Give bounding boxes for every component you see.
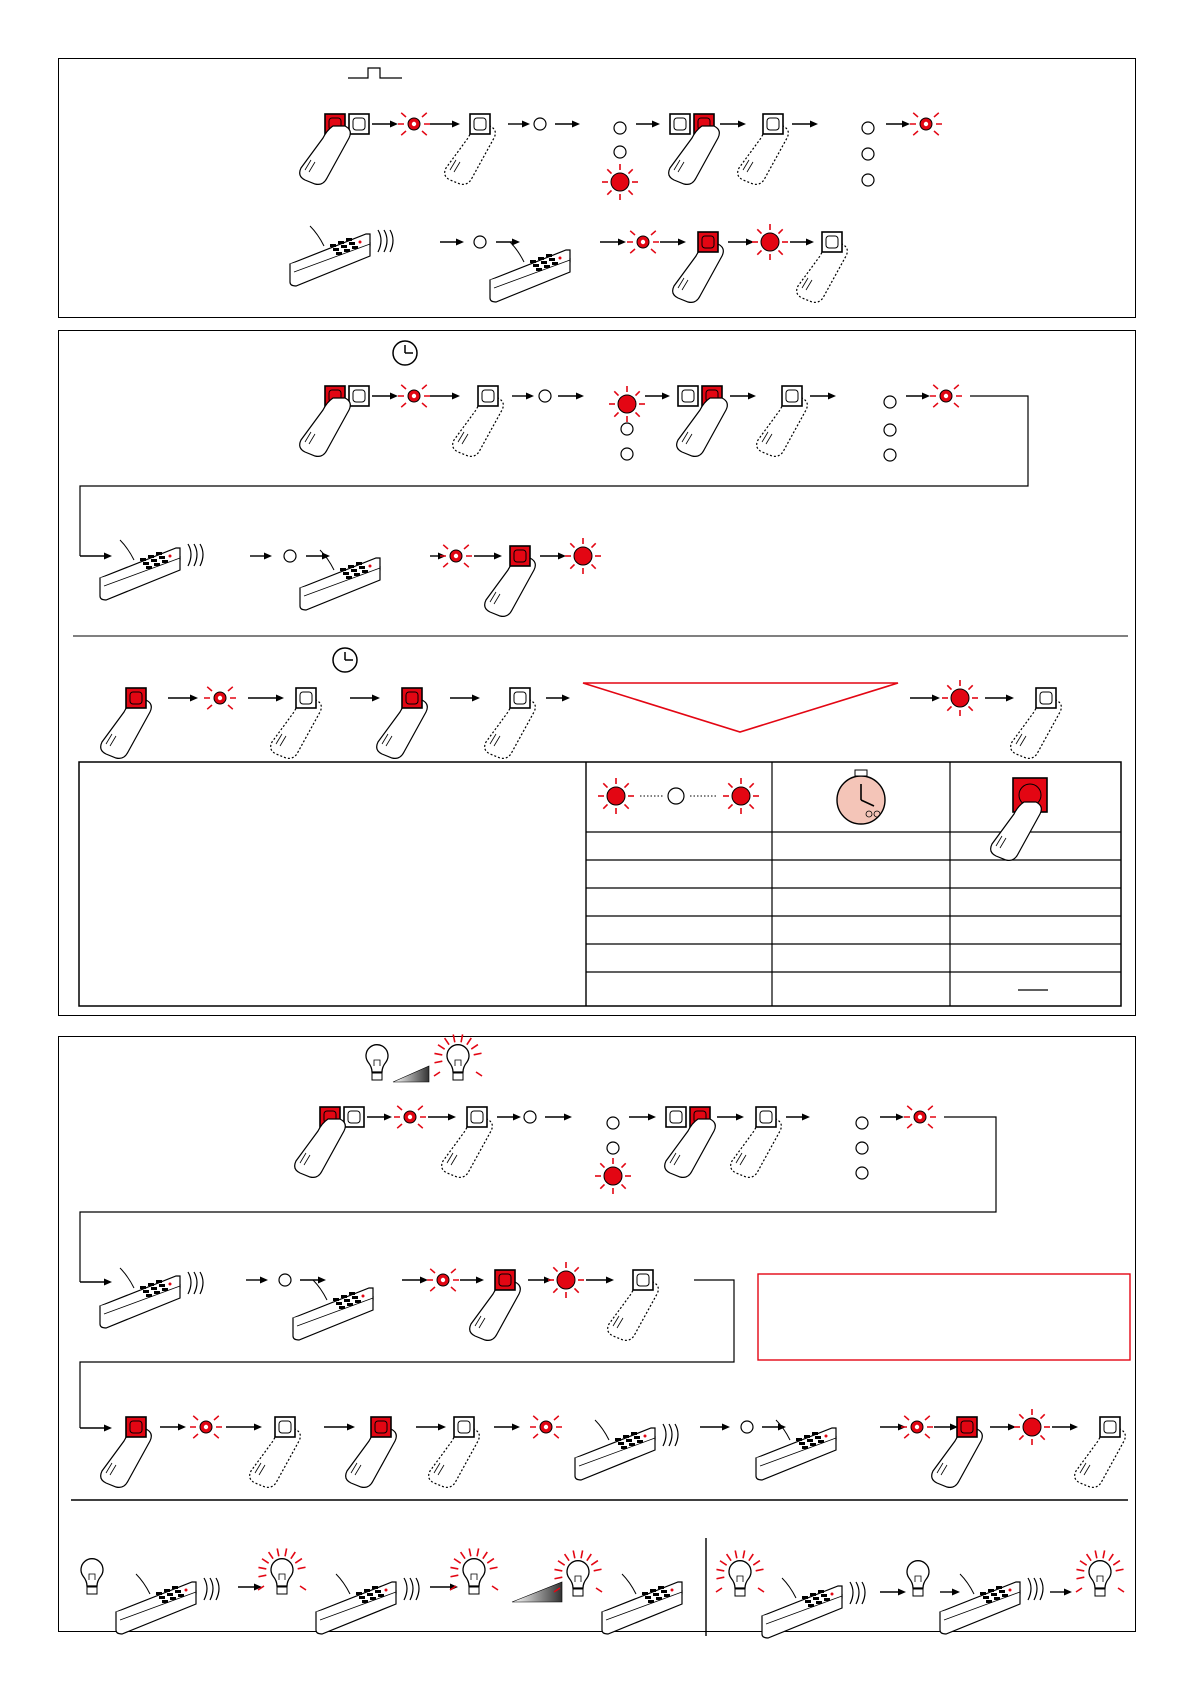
led-off-icon (884, 424, 896, 436)
arrow-icon (600, 239, 626, 246)
arrow-icon (636, 121, 660, 128)
blinking-led-icon (627, 231, 659, 253)
led-on-icon (942, 680, 978, 716)
arrow-icon (460, 1277, 484, 1284)
led-off-icon (856, 1142, 868, 1154)
remote-control-icon (490, 242, 570, 302)
led-on-icon (1014, 1409, 1050, 1445)
led-off-icon (607, 1117, 619, 1129)
clock-icon (333, 648, 357, 672)
led-off-icon (621, 448, 633, 460)
remote-control-icon (100, 540, 203, 600)
arrow-icon (555, 121, 580, 128)
red-button-icon (698, 232, 718, 252)
blinking-led-icon (394, 1106, 426, 1128)
arrow-icon (880, 1589, 906, 1596)
light-bulb-icon (366, 1045, 388, 1080)
arrow-icon (497, 1114, 521, 1121)
blinking-led-icon (901, 1416, 933, 1438)
light-bulb-icon (907, 1561, 929, 1596)
arrow-icon (790, 239, 814, 246)
red-button-icon (371, 1417, 391, 1437)
arrow-icon (367, 1114, 392, 1121)
arrow-icon (246, 1277, 268, 1284)
arrow-icon (546, 695, 570, 702)
light-bulb-icon (1076, 1550, 1124, 1596)
red-button-icon (510, 546, 530, 566)
remote-control-icon (316, 1574, 419, 1634)
led-on-icon (602, 164, 638, 200)
red-button-icon (126, 1417, 146, 1437)
arrow-icon (720, 121, 746, 128)
light-bulb-icon (434, 1034, 482, 1080)
white-button-icon (454, 1417, 474, 1437)
white-button-icon (822, 232, 842, 252)
led-off-icon (621, 423, 633, 435)
arrow-icon (910, 695, 940, 702)
arrow-icon (372, 121, 398, 128)
blinking-led-icon (910, 113, 942, 135)
white-button-icon (763, 114, 783, 134)
arrow-icon (629, 1114, 656, 1121)
blinking-led-icon (398, 385, 430, 407)
led-off-icon (862, 148, 874, 160)
white-button-icon (756, 1107, 776, 1127)
led-off-icon (862, 122, 874, 134)
arrow-icon (1050, 1589, 1072, 1596)
red-button-icon (495, 1270, 515, 1290)
blinking-led-icon (398, 113, 430, 135)
led-off-icon (884, 449, 896, 461)
white-button-icon (349, 114, 369, 134)
white-button-icon (349, 386, 369, 406)
remote-control-icon (602, 1574, 682, 1634)
arrow-icon (540, 553, 566, 560)
remote-control-icon (290, 226, 393, 286)
arrow-icon (494, 1424, 520, 1431)
blinking-led-icon (530, 1416, 562, 1438)
arrow-icon (80, 1425, 112, 1432)
remote-control-icon (293, 1280, 373, 1340)
led-on-icon (598, 778, 634, 814)
led-on-icon (565, 538, 601, 574)
arrow-icon (250, 553, 272, 560)
white-button-icon (678, 386, 698, 406)
white-button-icon (510, 688, 530, 708)
arrow-icon (416, 1424, 446, 1431)
arrow-icon (934, 1424, 958, 1431)
arrow-icon (306, 553, 330, 560)
arrow-icon (586, 1277, 614, 1284)
arrow-icon (786, 1114, 810, 1121)
blinking-led-icon (190, 1416, 222, 1438)
white-button-icon (633, 1270, 653, 1290)
arrow-icon (660, 239, 686, 246)
arrow-icon (906, 393, 930, 400)
led-off-icon (884, 396, 896, 408)
led-off-icon (668, 788, 684, 804)
led-off-icon (284, 550, 296, 562)
remote-control-icon (100, 1268, 203, 1328)
arrow-icon (160, 1424, 186, 1431)
arrow-icon (428, 1114, 456, 1121)
white-button-icon (296, 688, 316, 708)
dimming-ramp-icon (393, 1066, 429, 1082)
arrow-icon (512, 393, 534, 400)
blinking-led-icon (904, 1106, 936, 1128)
remote-control-icon (575, 1420, 678, 1480)
white-button-icon (467, 1107, 487, 1127)
arrow-icon (880, 1114, 904, 1121)
white-button-icon (1036, 688, 1056, 708)
led-on-icon (548, 1262, 584, 1298)
white-button-icon (275, 1417, 295, 1437)
white-button-icon (666, 1107, 686, 1127)
blinking-led-icon (930, 385, 962, 407)
clock-icon (393, 341, 417, 365)
red-button-icon (957, 1417, 977, 1437)
arrow-icon (886, 121, 910, 128)
remote-control-icon (756, 1420, 836, 1480)
arrow-icon (545, 1114, 572, 1121)
light-bulb-icon (716, 1550, 764, 1596)
white-button-icon (470, 114, 490, 134)
pointing-finger-icon (295, 1119, 346, 1177)
led-on-icon (752, 224, 788, 260)
arrow-icon (248, 695, 284, 702)
remote-control-icon (940, 1574, 1043, 1634)
arrow-icon (226, 1424, 262, 1431)
pointing-finger-icon (300, 398, 351, 456)
pulse-signal-icon (348, 68, 402, 78)
arrow-icon (324, 1424, 355, 1431)
arrow-icon (990, 1424, 1016, 1431)
led-off-icon (856, 1117, 868, 1129)
arrow-icon (80, 1279, 112, 1286)
red-button-icon (126, 688, 146, 708)
arrow-icon (728, 239, 754, 246)
led-on-icon (609, 386, 645, 422)
led-off-icon (279, 1274, 291, 1286)
light-bulb-icon (258, 1548, 306, 1594)
timer-table (79, 762, 1121, 1006)
arrow-icon (1052, 1424, 1078, 1431)
led-off-icon (524, 1111, 536, 1123)
remote-control-icon (116, 1574, 219, 1634)
red-button-icon (402, 688, 422, 708)
arrow-icon (80, 553, 112, 560)
led-off-icon (614, 146, 626, 158)
remote-control-icon (300, 550, 380, 610)
arrow-icon (645, 393, 670, 400)
arrow-icon (558, 393, 584, 400)
arrow-icon (700, 1424, 730, 1431)
white-button-icon (1100, 1417, 1120, 1437)
arrow-icon (985, 695, 1014, 702)
led-off-icon (741, 1421, 753, 1433)
arrow-icon (508, 121, 530, 128)
arrow-icon (474, 553, 502, 560)
led-off-icon (862, 174, 874, 186)
led-off-icon (474, 236, 486, 248)
arrow-icon (372, 393, 398, 400)
white-button-icon (344, 1107, 364, 1127)
blinking-led-icon (427, 1269, 459, 1291)
arrow-icon (402, 1277, 428, 1284)
blinking-led-icon (204, 687, 236, 709)
led-off-icon (539, 390, 551, 402)
arrow-icon (430, 121, 460, 128)
led-off-icon (614, 122, 626, 134)
led-on-icon (723, 778, 759, 814)
arrow-icon (350, 695, 380, 702)
led-on-icon (595, 1158, 631, 1194)
pointing-finger-icon (300, 126, 351, 184)
arrow-icon (717, 1114, 744, 1121)
white-button-icon (782, 386, 802, 406)
white-button-icon (670, 114, 690, 134)
arrow-icon (792, 121, 818, 128)
light-bulb-icon (81, 1559, 103, 1594)
arrow-icon (810, 393, 836, 400)
arrow-icon (440, 239, 464, 246)
arrow-icon (168, 695, 198, 702)
led-off-icon (607, 1142, 619, 1154)
arrow-icon (940, 1589, 960, 1596)
white-button-icon (478, 386, 498, 406)
remote-control-icon (762, 1578, 865, 1638)
arrow-icon (450, 695, 480, 702)
led-off-icon (534, 118, 546, 130)
arrow-icon (496, 239, 520, 246)
arrow-icon (430, 393, 460, 400)
arrow-icon (730, 393, 756, 400)
blinking-led-icon (440, 545, 472, 567)
led-off-icon (856, 1167, 868, 1179)
